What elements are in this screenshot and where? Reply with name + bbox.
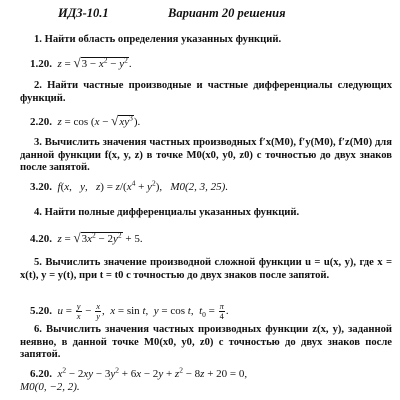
document-header [0,6,400,22]
task-4-title: 4. Найти полные дифференциалы указанных функций. [34,207,300,218]
task-3-title: 3. Вычислить значения частных производных f′x(M0), f′y(M0), f′z(M0) для данной функции f(x, y, z) в точке M0(x0, y0, z0) с точностью до двух знаков после запятой. [20,137,392,174]
problem-6-number: 6.20. [30,368,52,380]
problem-4-20 [30,231,390,246]
problem-4-number: 4.20. [30,233,52,245]
assignment-code: ИДЗ-10.1 [58,6,109,20]
problem-1-20 [30,56,390,71]
problem-6-point-line [20,381,380,394]
problem-5-20 [30,302,390,321]
variant-title: Вариант 20 решения [168,6,286,20]
problem-5-number: 5.20. [30,305,52,318]
problem-5-formula: u = $\frac{y}{x}$ − $\frac{x}{y}$ , x = sin t, y = cos t, $t_0$ = $\frac{\pi}{4}$ . [57,301,229,321]
problem-3-formula: f(x, y, $z) = z/(x^4 + y^2)$, [57,178,171,193]
problem-2-20 [30,114,390,129]
problem-6-formula: $x^2 - 2xy - 3y^2 + 6x - 2y + z^2 - 8z + 20 = 0$, [57,365,248,380]
problem-3-point: M0(2, 3, 25). [170,181,229,193]
problem-1-number: 1.20. [30,58,52,70]
task-2-title: 2. Найти частные производные и частные дифференциалы следующих функций. [20,80,392,104]
problem-3-20 [30,178,390,194]
problem-4-formula: $z = √3x^2 - 2y^2 + 5$. [57,230,143,245]
task-1-title: 1. Найти область определения указанных функций. [34,34,282,45]
problem-2-number: 2.20. [30,116,52,128]
problem-1-formula: $z = √3 - x^2 - y^2$. [57,55,132,70]
problem-6-point: M0(0, −2, 2). [20,381,80,393]
task-5-title: 5. Вычислить значение производной сложной функции u = u(x, y), где x = x(t), y = y(t), при t = t0 с точностью до двух знаков после запятой. [20,257,392,281]
task-6-title: 6. Вычислить значения частных производных функции z(x, y), заданной неявно, в данной точке M0(x0, y0, z0) с точностью до двух знаков после запятой. [20,324,392,361]
problem-2-formula: $z = \cos (x - √xy^3)$. [57,113,141,128]
problem-6-20 [30,365,390,381]
problem-3-number: 3.20. [30,181,52,193]
